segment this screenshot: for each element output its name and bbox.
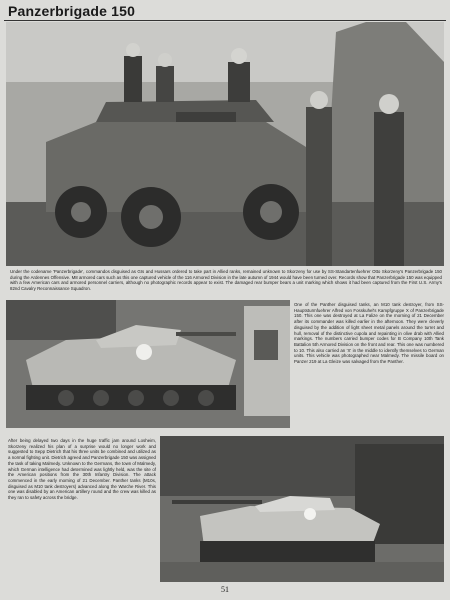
photo-disguised-panther-1 bbox=[6, 300, 290, 428]
page-header bbox=[4, 2, 446, 21]
photo-caption-disguised-panther-1: One of the Panther disguised tanks, an M10 tank destroyer, from SS-Hauptsturmfuehrer Alfred von Fosskuhel's Kampfgruppe X of Panzerbrigade 150. This one was destroyed at La Falize on the morning of 21 December after its commander was killed earlier in the afternoon. They were cleverly disguised by the addition of light sheet metal panels around the turret and hull, removal of the distinctive cupola and repainting in olive drab with Allied markings. The numbers carried bumper codes for B Company 10th Tank Battalion 5th Armored Division on the front and rear. This one was numbered to 10. This also carried an 'X' in the middle to identify themselves to German units. This vehicle was photographed near Malmedy. The missile board on Panzer 219 at La Gleize was salvaged from the Panther. bbox=[294, 302, 444, 365]
photo-armored-car bbox=[6, 22, 444, 266]
disguised-panther-illustration bbox=[6, 300, 290, 428]
photo-disguised-panther-2 bbox=[160, 436, 444, 582]
page-number: 51 bbox=[221, 585, 229, 594]
photo-caption-armored-car: Under the codename 'Panzerbrigade', commandos disguised as GIs and Hussars ordered to take part in Allied ranks, remained unknown to Skorzeny for use by SS-Standartenfuehrer Otto Skorzeny's Panzerbrigade 150 during the Ardennes Offensive. M8 armored cars such as this one captured vehicle of the 116 Armored Division in the late autumn of 1944 would have been turned over. Records show that Panzerbrigade 150 was equipped with a few American cars and armored personnel carriers, although no photographic records appear to exist. The damaged rear bumper bears a unit marking which shows it had been captured from the First U.S. Army's 82nd Cavalry Reconnaissance Squadron. bbox=[10, 269, 442, 292]
disguised-panther-winter-illustration bbox=[160, 436, 444, 582]
header-title: Panzerbrigade 150 bbox=[8, 3, 136, 19]
armored-car-illustration bbox=[6, 22, 444, 266]
photo-caption-disguised-panther-2: After being delayed two days in the huge traffic jam around Losheim, Skorzeny realized his plan of a surprise would no longer work and suggested to Sepp Dietrich that his three units be combined and utilized as a normal fighting unit. Dietrich agreed and Panzerbrigade 150 was assigned the task of taking Malmedy. Unknown to the Germans, the town of Malmedy, which German intelligence had determined was lightly held, was the site of the American positions from the 30th Infantry Division. The attack commenced in the early morning of 21 December. Panther tanks (M10s, disguised as M10 tank destroyers) advanced along the Warche River. This one was disabled by an American artillery round and the crew was killed as they ran to safety across the bridge. bbox=[8, 438, 156, 501]
